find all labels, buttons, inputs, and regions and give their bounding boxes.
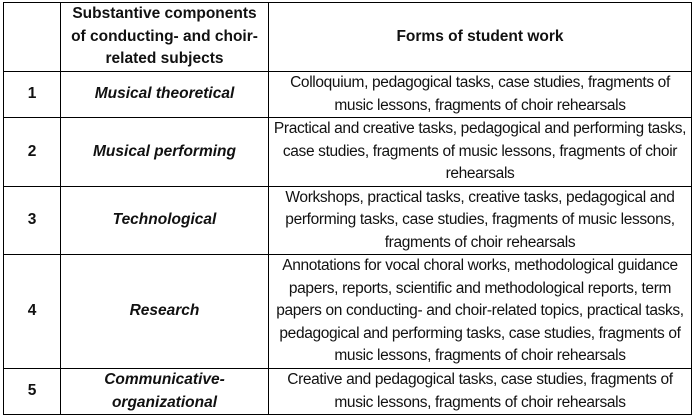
row-number: 4 [4, 255, 61, 369]
table-row [4, 369, 692, 415]
table-row [4, 72, 692, 118]
row-number: 3 [4, 186, 61, 255]
table-row [4, 118, 692, 187]
student-work-table [3, 2, 692, 415]
row-component: Research [61, 255, 269, 369]
table-row [4, 186, 692, 255]
row-forms: Workshops, practical tasks, creative tasks, pedagogical and performing tasks, case studies, fragments of music lessons, fragments of choir rehearsals [269, 186, 692, 255]
table-row [4, 255, 692, 369]
row-number: 5 [4, 369, 61, 415]
row-component: Communicative-organizational [61, 369, 269, 415]
row-forms: Colloquium, pedagogical tasks, case studies, fragments of music lessons, fragments of choir rehearsals [269, 72, 692, 118]
row-number: 1 [4, 72, 61, 118]
row-component: Musical performing [61, 118, 269, 187]
row-component: Musical theoretical [61, 72, 269, 118]
row-component: Technological [61, 186, 269, 255]
header-components: Substantive components of conducting- and choir-related subjects [61, 3, 269, 72]
header-forms: Forms of student work [269, 3, 692, 72]
header-number [4, 3, 61, 72]
table-header-row [4, 3, 692, 72]
row-forms: Annotations for vocal choral works, methodological guidance papers, reports, scientific and methodological reports, term papers on conducting- and choir-related topics, practical tasks, pedagogical and performing tasks, case studies, fragments of music lessons, fragments of choir rehearsals [269, 255, 692, 369]
row-number: 2 [4, 118, 61, 187]
row-forms: Creative and pedagogical tasks, case studies, fragments of music lessons, fragments of choir rehearsals [269, 369, 692, 415]
row-forms: Practical and creative tasks, pedagogical and performing tasks, case studies, fragments of music lessons, fragments of choir rehearsals [269, 118, 692, 187]
